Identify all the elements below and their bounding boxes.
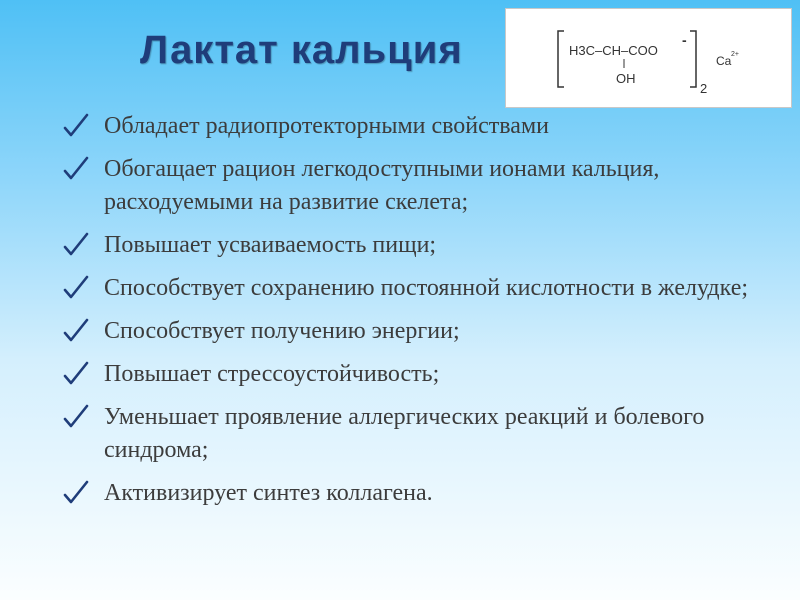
list-item xyxy=(62,272,782,305)
check-mark-icon xyxy=(62,317,90,345)
check-mark-icon xyxy=(62,112,90,140)
formula-cation: Ca xyxy=(716,54,732,68)
list-item xyxy=(62,229,782,262)
check-mark-icon xyxy=(62,360,90,388)
formula-drawing xyxy=(506,9,791,107)
check-mark-icon xyxy=(62,479,90,507)
list-item-text: Обладает радиопротекторными свойствами xyxy=(104,113,549,139)
right-bracket xyxy=(690,31,696,87)
formula-oh: OH xyxy=(616,71,636,86)
list-item-text: Повышает усваиваемость пищи; xyxy=(104,232,437,258)
left-bracket xyxy=(558,31,564,87)
list-item-text: Уменьшает проявление аллергических реакций и болевого синдрома; xyxy=(104,404,705,463)
slide-title: Лактат кальция xyxy=(140,28,463,72)
property-list xyxy=(62,110,782,520)
list-item xyxy=(62,358,782,391)
formula-subscript: 2 xyxy=(700,81,708,96)
formula-cation-charge: 2+ xyxy=(731,51,739,58)
list-item-text: Способствует получению энергии; xyxy=(104,318,460,344)
structural-formula xyxy=(505,8,792,108)
formula-main: H3C–CH–COO xyxy=(569,43,658,58)
list-item xyxy=(62,315,782,348)
formula-charge: - xyxy=(682,32,687,48)
list-item-text: Обогащает рацион легкодоступными ионами кальция, расходуемыми на развитие скелета; xyxy=(104,156,660,215)
list-item-text: Способствует сохранению постоянной кислотности в желудке; xyxy=(104,275,749,301)
check-mark-icon xyxy=(62,403,90,431)
list-item xyxy=(62,153,782,219)
check-mark-icon xyxy=(62,231,90,259)
list-item xyxy=(62,401,782,467)
list-item xyxy=(62,477,782,510)
list-item xyxy=(62,110,782,143)
list-item-text: Активизирует синтез коллагена. xyxy=(104,480,433,506)
list-item-text: Повышает стрессоустойчивость; xyxy=(104,361,440,387)
check-mark-icon xyxy=(62,155,90,183)
check-mark-icon xyxy=(62,274,90,302)
